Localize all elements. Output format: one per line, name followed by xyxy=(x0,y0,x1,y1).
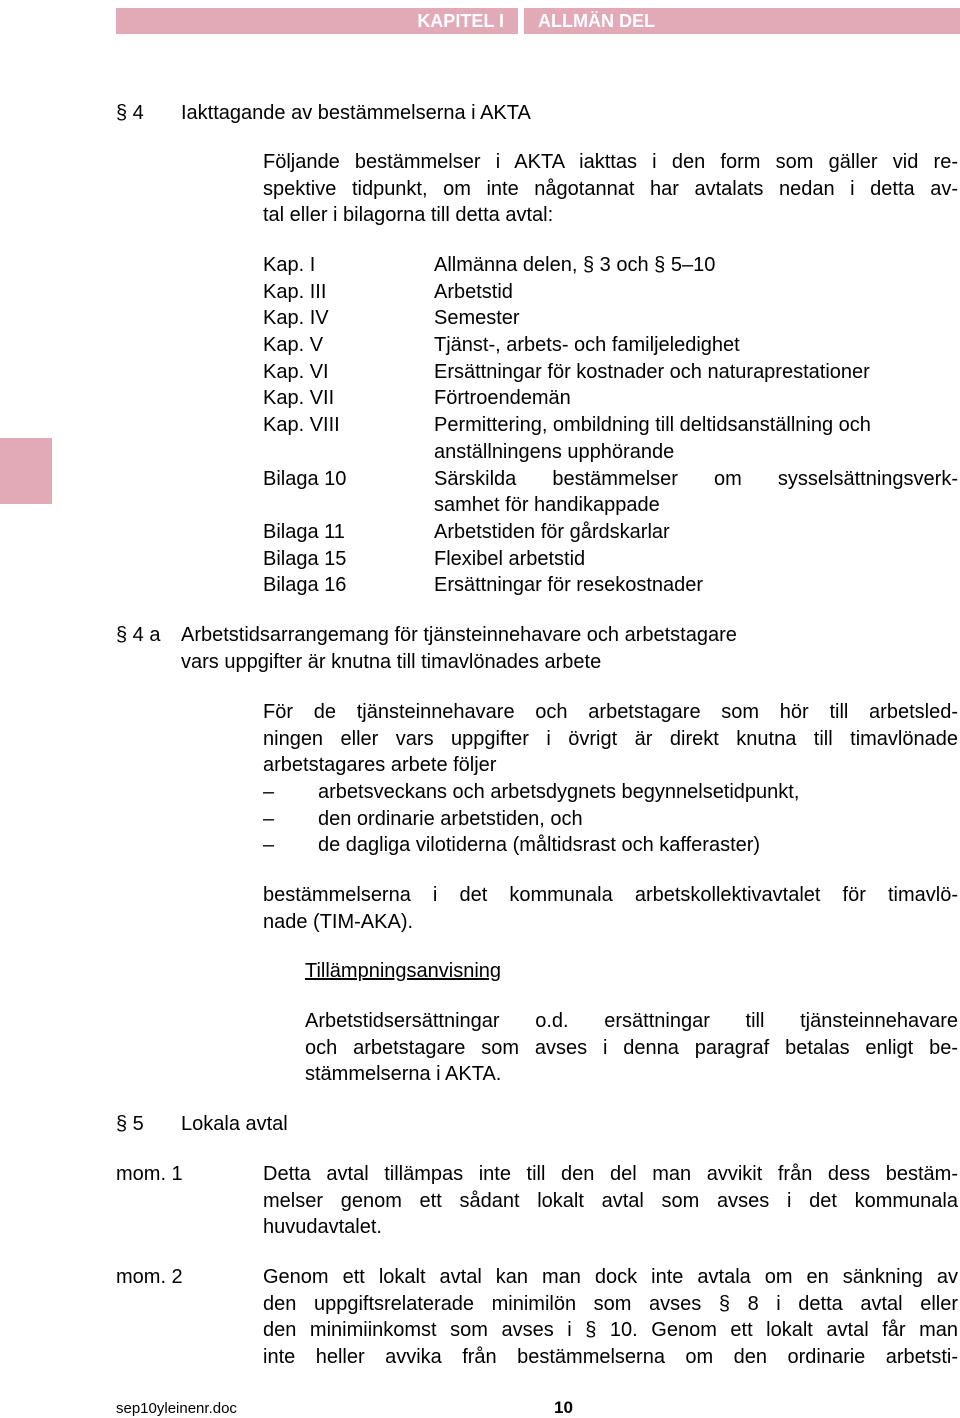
note-line: Arbetstidsersättningar o.d. ersättningar till tjänsteinnehavare xyxy=(305,1010,958,1032)
list-item xyxy=(263,781,958,808)
list-item xyxy=(263,254,960,281)
ref-desc: Ersättningar för kostnader och naturaprestationer xyxy=(434,360,870,383)
list-item xyxy=(263,574,960,601)
list-item xyxy=(263,468,960,495)
section-4-heading: Iakttagande av bestämmelserna i AKTA xyxy=(181,102,531,124)
section-4a-bullets xyxy=(263,781,958,861)
heading-line: vars uppgifter är knutna till timavlönades arbete xyxy=(181,650,602,673)
ref-label: Kap. III xyxy=(263,280,327,303)
ref-desc: Förtroendemän xyxy=(434,387,571,410)
mom-line: melser genom ett sådant lokalt avtal som avses i det kommunala xyxy=(263,1189,958,1212)
note-line: stämmelserna i AKTA. xyxy=(305,1063,502,1086)
mom-line: Genom ett lokalt avtal kan man dock inte avtala om en sänkning av xyxy=(263,1266,958,1288)
mom-line: huvudavtalet. xyxy=(263,1216,382,1239)
note-line: och arbetstagare som avses i denna paragraf betalas enligt be- xyxy=(305,1036,958,1059)
intro-line: tal eller i bilagorna till detta avtal: xyxy=(263,204,554,227)
ref-label: Bilaga 15 xyxy=(263,547,347,570)
mom-1-text xyxy=(263,1163,958,1243)
intro-line: Följande bestämmelser i AKTA iakttas i den form som gäller vid re- xyxy=(263,151,958,173)
ref-label: Kap. VII xyxy=(263,387,335,410)
list-item xyxy=(263,361,960,388)
chapter-reference-list xyxy=(263,254,960,601)
ref-desc: Semester xyxy=(434,307,520,330)
application-note xyxy=(305,1010,958,1090)
section-5-heading: Lokala avtal xyxy=(181,1113,288,1135)
ref-desc: Särskilda bestämmelser om sysselsättningsverk- xyxy=(434,467,958,490)
section-4-number: § 4 xyxy=(116,102,144,124)
application-note-title: Tillämpningsanvisning xyxy=(305,960,502,982)
mom-2-label: mom. 2 xyxy=(116,1266,183,1288)
header-chapter-tab xyxy=(116,8,518,34)
ref-desc: Arbetstiden för gårdskarlar xyxy=(434,520,670,543)
footer-page-number: 10 xyxy=(554,1398,573,1417)
mom-2-text xyxy=(263,1266,958,1373)
mom-line: inte heller avvika från bestämmelserna om den ordinarie arbetsti- xyxy=(263,1346,958,1369)
list-item-continuation xyxy=(263,441,960,468)
ref-desc: Permittering, ombildning till deltidsanställning och xyxy=(434,414,871,437)
ref-desc: anställningens upphörande xyxy=(434,440,675,463)
ref-desc: Tjänst-, arbets- och familjeledighet xyxy=(434,334,740,357)
section-4a-intro xyxy=(263,701,958,781)
ref-label: Bilaga 16 xyxy=(263,574,347,597)
bullet-text: arbetsveckans och arbetsdygnets begynnelsetidpunkt, xyxy=(318,781,800,803)
section-4a-number: § 4 a xyxy=(116,624,161,646)
bullet-text: de dagliga vilotiderna (måltidsrast och kafferaster) xyxy=(318,834,761,857)
mom-1-label: mom. 1 xyxy=(116,1163,183,1185)
side-marker xyxy=(0,438,52,504)
outro-line: bestämmelserna i det kommunala arbetskollektivavtalet för timavlö- xyxy=(263,884,958,906)
list-item xyxy=(263,307,960,334)
footer-filename: sep10yleinenr.doc xyxy=(116,1400,237,1417)
ref-label: Kap. VIII xyxy=(263,414,340,437)
list-item-continuation xyxy=(263,494,960,521)
section-4a-heading xyxy=(181,624,737,677)
heading-line: Arbetstidsarrangemang för tjänsteinnehavare och arbetstagare xyxy=(181,624,737,646)
bullet-text: den ordinarie arbetstiden, och xyxy=(318,807,583,830)
ref-label: Kap. I xyxy=(263,254,316,276)
header-chapter-label: KAPITEL I xyxy=(417,11,504,31)
dash-bullet: – xyxy=(263,781,275,803)
list-item xyxy=(263,387,960,414)
header-part-label: ALLMÄN DEL xyxy=(538,11,655,31)
list-item xyxy=(263,521,960,548)
intro-line: För de tjänsteinnehavare och arbetstagare som hör till arbetsled- xyxy=(263,701,958,723)
list-item xyxy=(263,808,958,835)
ref-label: Kap. IV xyxy=(263,307,329,330)
ref-desc: samhet för handikappade xyxy=(434,494,660,517)
intro-line: arbetstagares arbete följer xyxy=(263,754,497,777)
section-4a-outro xyxy=(263,884,958,937)
mom-line: den uppgiftsrelaterade minimilön som avses § 8 i detta avtal eller xyxy=(263,1292,958,1315)
ref-label: Bilaga 10 xyxy=(263,467,347,490)
ref-desc: Allmänna delen, § 3 och § 5–10 xyxy=(434,254,716,276)
mom-line: Detta avtal tillämpas inte till den del man avvikit från dess bestäm- xyxy=(263,1163,958,1185)
list-item xyxy=(263,834,958,861)
section-4-intro xyxy=(263,151,958,231)
list-item xyxy=(263,281,960,308)
ref-label: Kap. V xyxy=(263,334,324,357)
ref-desc: Flexibel arbetstid xyxy=(434,547,586,570)
header-part-tab xyxy=(524,8,960,34)
dash-bullet: – xyxy=(263,807,275,830)
ref-label: Kap. VI xyxy=(263,360,329,383)
intro-line: ningen eller vars uppgifter i övrigt är direkt knutna till timavlönade xyxy=(263,727,958,750)
ref-desc: Ersättningar för resekostnader xyxy=(434,574,704,597)
dash-bullet: – xyxy=(263,834,275,857)
outro-line: nade (TIM-AKA). xyxy=(263,910,414,933)
ref-desc: Arbetstid xyxy=(434,280,513,303)
list-item xyxy=(263,548,960,575)
list-item xyxy=(263,334,960,361)
list-item xyxy=(263,414,960,441)
ref-label: Bilaga 11 xyxy=(263,520,345,543)
mom-line: den minimiinkomst som avses i § 10. Genom ett lokalt avtal får man xyxy=(263,1319,958,1342)
section-5-number: § 5 xyxy=(116,1113,144,1135)
intro-line: spektive tidpunkt, om inte någotannat har avtalats nedan i detta av- xyxy=(263,177,958,200)
